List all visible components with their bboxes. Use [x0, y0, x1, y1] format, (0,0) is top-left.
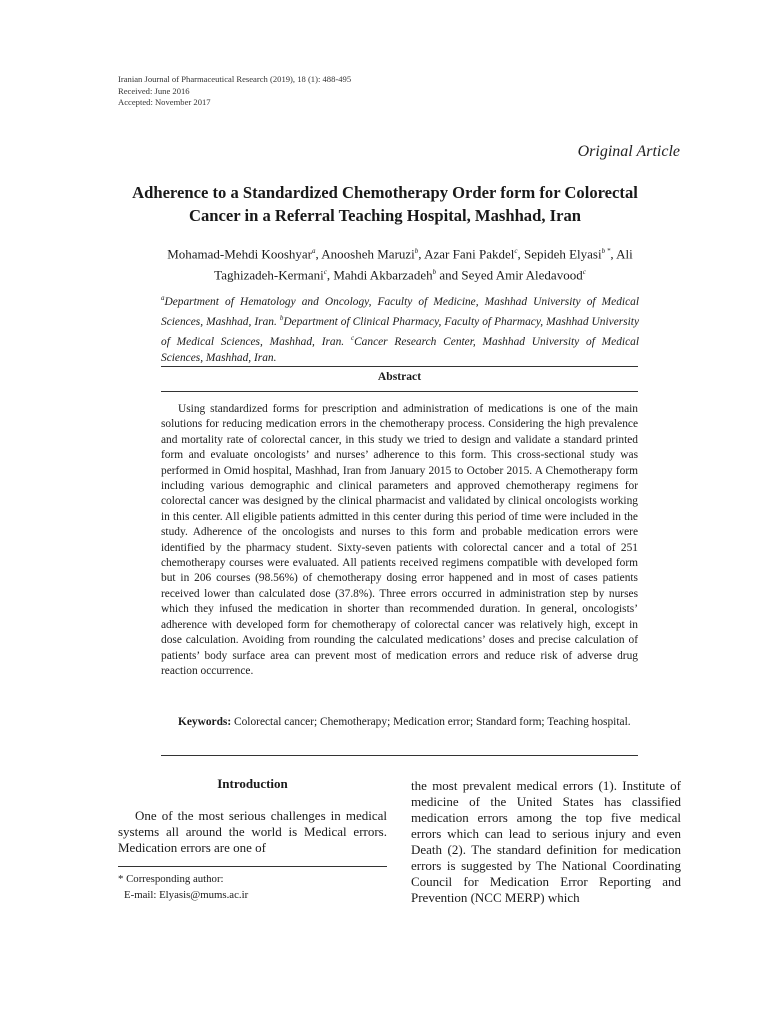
article-type: Original Article: [577, 143, 680, 160]
abstract-bottom-rule: [161, 755, 638, 756]
author-list: [140, 242, 660, 285]
keywords: [161, 715, 638, 730]
author-affiliation-marker: b: [414, 247, 419, 255]
author-name: Azar Fani Pakdel: [424, 246, 515, 262]
accepted-date: Accepted: November 2017: [118, 97, 211, 107]
received-date: Received: June 2016: [118, 85, 190, 96]
author-separator: ,: [326, 267, 334, 283]
author-separator: ,: [517, 246, 524, 262]
affiliation-marker: b: [279, 314, 284, 322]
author-affiliation-marker: b: [432, 268, 437, 277]
introduction-right-column: the most prevalent medical errors (1). Institute of medicine of the United States has classified medication errors among the top five medical errors which can lead to serious injury and even Death (2). The standard definition for medication errors is suggested by The National Coordinating Council for Medication Error Reporting and Prevention (NCC MERP) which: [411, 778, 681, 905]
corresponding-author: * Corresponding author:: [118, 873, 224, 885]
footnote: [118, 872, 387, 903]
abstract-top-rule: [161, 366, 638, 367]
author-name: Mahdi Akbarzadeh: [333, 267, 433, 283]
affiliation-text: Department of Clinical Pharmacy, Faculty of Pharmacy, Mashhad University of Medical Sciences, Mashhad, Iran.: [161, 315, 639, 348]
affiliation-text: Cancer Research Center, Mashhad University of Medical Sciences, Mashhad, Iran.: [161, 335, 639, 364]
author-affiliation-marker: a: [311, 247, 316, 255]
author-name: Ali Taghizadeh-Kermani: [214, 246, 633, 283]
author-separator: ,: [315, 246, 322, 262]
author-separator: and: [436, 267, 462, 283]
author-affiliation-marker: c: [582, 268, 586, 277]
author-affiliation-marker: c: [514, 247, 518, 255]
abstract-heading-rule: [161, 391, 638, 392]
paper-title: Adherence to a Standardized Chemotherapy Order form for Colorectal Cancer in a Referral Teaching Hospital, Mashhad, Iran: [132, 183, 638, 225]
affiliation-text: Department of Hematology and Oncology, Faculty of Medicine, Mashhad University of Medical Sciences, Mashhad, Iran.: [161, 295, 639, 328]
footnote-rule: [118, 866, 387, 867]
affiliation-marker: a: [161, 294, 165, 302]
corresponding-email: E-mail: Elyasis@mums.ac.ir: [124, 888, 249, 901]
journal-meta: [118, 74, 351, 109]
author-affiliation-marker: c: [323, 268, 327, 277]
keywords-label: Keywords:: [178, 716, 232, 728]
introduction-heading: Introduction: [217, 776, 288, 791]
abstract-heading: Abstract: [377, 370, 422, 383]
affiliation-marker: c: [350, 334, 355, 342]
journal-citation: Iranian Journal of Pharmaceutical Research (2019), 18 (1): 488-495: [118, 74, 352, 84]
author-separator: ,: [610, 246, 617, 262]
author-name: Sepideh Elyasi: [523, 246, 602, 262]
author-affiliation-marker: b *: [601, 247, 611, 255]
introduction-left-column: One of the most serious challenges in medical systems all around the world is Medical errors. Medication errors are one of: [118, 808, 387, 855]
author-separator: ,: [418, 246, 425, 262]
abstract-body: Using standardized forms for prescription and administration of medications is one of the main solutions for reducing medication errors in the chemotherapy process. Considering the high prevalence and mortality rate of colorectal cancer, in this study we tried to design and validate a standard printed form and evaluate oncologists’ and nurses’ adherence to this form. This cross-sectional study was performed in Omid hospital, Mashhad, Iran from January 2015 to October 2015. A Chemotherapy form including various demographic and clinical parameters and approved chemotherapy regimens for colorectal cancer was designed by the clinical pharmacist and validated by clinical oncologists working in this center. All eligible patients admitted in this center during this period of time were included in the study. Adherence of the oncologists and nurses to this form and probable medication errors were identified by the pharmacy student. Sixty-seven patients with colorectal cancer and a total of 251 chemotherapy courses were evaluated. All patients received regimens compatible with developed form but in 206 courses (98.56%) of chemotherapy dosing error happened and in most of cases patients received lower than calculated dose (37.8%). Three errors occurred in administration step by nurses which they infused the medication in shorter than recommended duration. In general, oncologists’ adherence with developed form for chemotherapy of colorectal cancer was relatively high, except in dose calculation. Avoiding from rounding the calculated medications’ doses and precise calculation of patients’ body surface area can prevent most of medication errors and reduce risk of adverse drug reaction occurrence.: [161, 403, 638, 677]
affiliations: [161, 290, 639, 366]
keywords-text: Colorectal cancer; Chemotherapy; Medication error; Standard form; Teaching hospital.: [231, 716, 631, 728]
author-name: Mohamad-Mehdi Kooshyar: [167, 246, 312, 262]
author-name: Anoosheh Maruzi: [321, 246, 415, 262]
author-name: Seyed Amir Aledavood: [461, 267, 583, 283]
